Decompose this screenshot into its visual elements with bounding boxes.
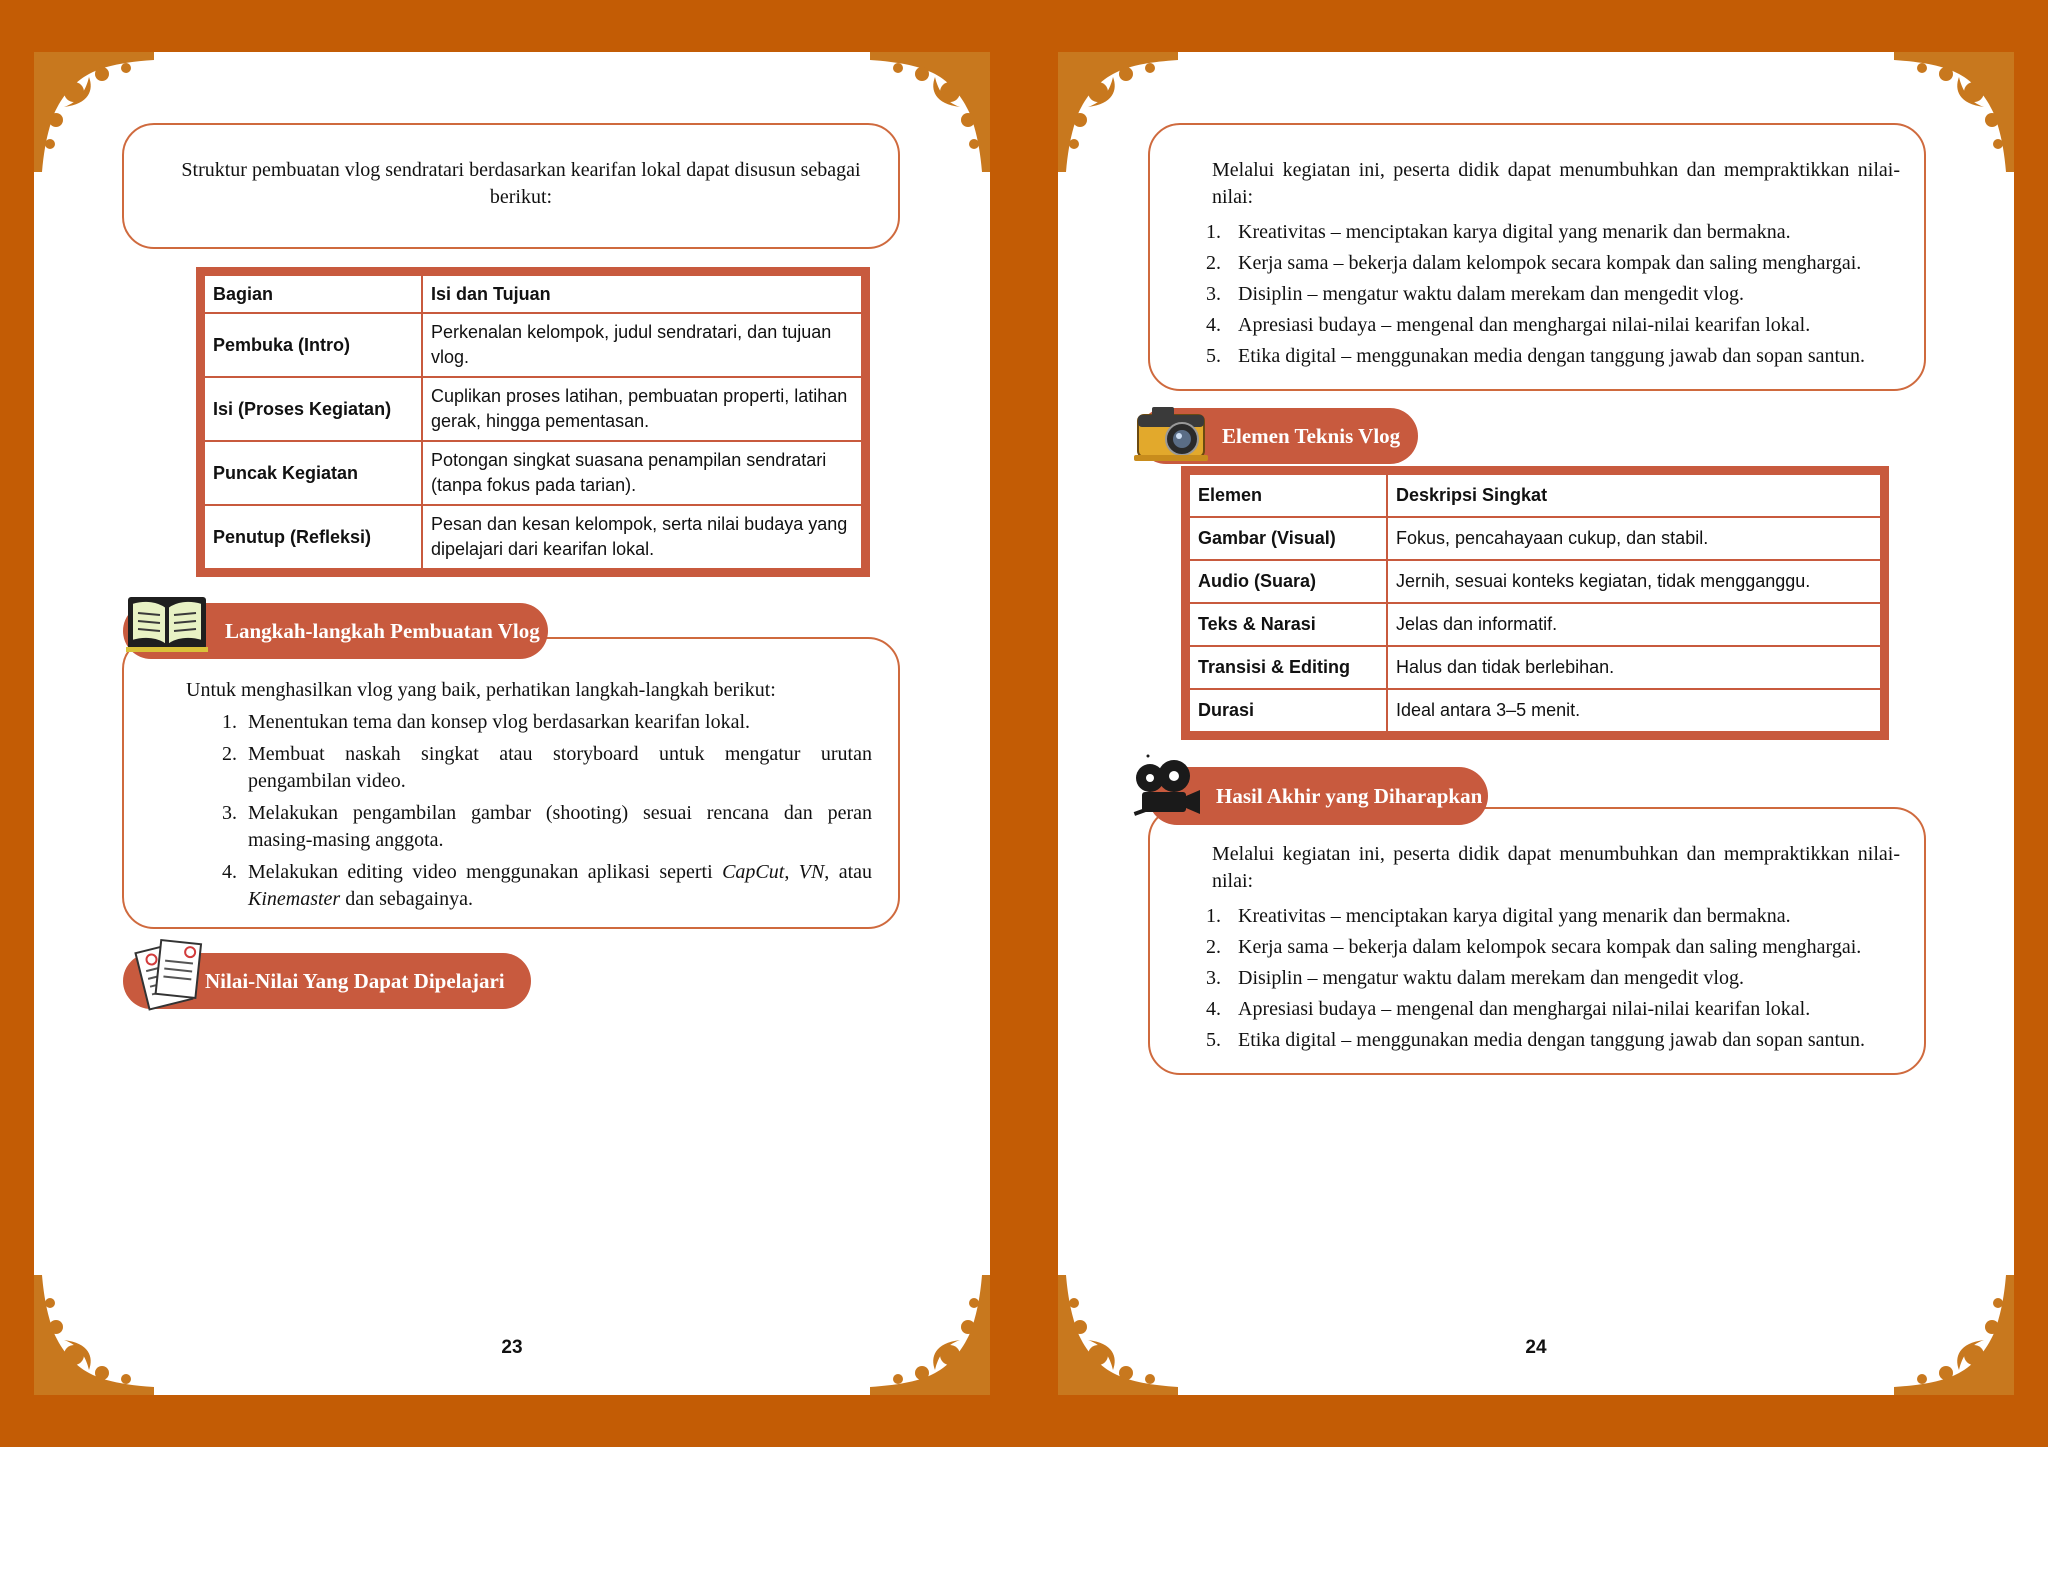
list-text: Disiplin – mengatur waktu dalam merekam dan mengedit vlog.	[1238, 283, 1744, 305]
list-item	[222, 859, 872, 913]
ornament-corner-icon	[870, 1275, 990, 1395]
list-item	[1206, 343, 1900, 370]
steps-box	[122, 637, 900, 929]
list-number: 4.	[222, 861, 237, 883]
table-row	[1189, 560, 1881, 603]
table-cell-label: Penutup (Refleksi)	[204, 505, 422, 569]
list-number: 5.	[1206, 345, 1221, 367]
app-name: CapCut	[722, 861, 785, 883]
list-number: 1.	[1206, 221, 1221, 243]
page-left	[34, 52, 990, 1395]
camera-icon	[1134, 401, 1214, 472]
list-text-part: ,	[784, 861, 799, 883]
values-intro: Melalui kegiatan ini, peserta didik dapat menumbuhkan dan mempraktikkan nilai-nilai:	[1212, 159, 1900, 208]
table-cell-label: Isi (Proses Kegiatan)	[204, 377, 422, 441]
results-box	[1148, 807, 1926, 1075]
results-intro: Melalui kegiatan ini, peserta didik dapat menumbuhkan dan mempraktikkan nilai-nilai:	[1212, 843, 1900, 892]
table-cell-value: Perkenalan kelompok, judul sendratari, dan tujuan vlog.	[422, 313, 862, 377]
list-item	[1206, 903, 1900, 930]
app-name: VN	[798, 861, 825, 883]
list-text: Kerja sama – bekerja dalam kelompok secara kompak dan saling menghargai.	[1238, 936, 1862, 958]
table-cell-value: Ideal antara 3–5 menit.	[1387, 689, 1881, 732]
table-header-row	[204, 275, 862, 313]
table-cell-label: Transisi & Editing	[1189, 646, 1387, 689]
table-row	[204, 377, 862, 441]
table-header-cell: Isi dan Tujuan	[422, 275, 862, 313]
table-cell-value: Potongan singkat suasana penampilan sendratari (tanpa fokus pada tarian).	[422, 441, 862, 505]
list-item	[222, 800, 872, 854]
list-number: 2.	[222, 743, 237, 765]
elements-table	[1188, 473, 1882, 733]
section-title: Langkah-langkah Pembuatan Vlog	[225, 619, 540, 643]
list-item	[1206, 965, 1900, 992]
table-header-cell: Deskripsi Singkat	[1387, 474, 1881, 517]
table-header-cell: Bagian	[204, 275, 422, 313]
section-title: Elemen Teknis Vlog	[1222, 424, 1401, 448]
values-list	[1206, 219, 1900, 370]
list-text: Etika digital – menggunakan media dengan tanggung jawab dan sopan santun.	[1238, 345, 1866, 367]
list-item	[1206, 312, 1900, 339]
table-cell-label: Pembuka (Intro)	[204, 313, 422, 377]
table-row	[1189, 689, 1881, 732]
section-title: Hasil Akhir yang Diharapkan	[1216, 784, 1483, 808]
list-number: 4.	[1206, 998, 1221, 1020]
film-projector-icon	[1130, 752, 1204, 827]
table-row	[1189, 517, 1881, 560]
list-number: 1.	[222, 711, 237, 733]
table-cell-label: Gambar (Visual)	[1189, 517, 1387, 560]
list-text: Membuat naskah singkat atau storyboard untuk mengatur urutan pengambilan video.	[248, 743, 872, 792]
structure-table	[203, 274, 863, 570]
table-row	[204, 441, 862, 505]
page-number: 23	[501, 1337, 523, 1358]
table-row	[1189, 646, 1881, 689]
ornament-corner-icon	[34, 1275, 154, 1395]
list-text: Disiplin – mengatur waktu dalam merekam dan mengedit vlog.	[1238, 967, 1744, 989]
steps-list	[222, 709, 872, 913]
table-cell-value: Cuplikan proses latihan, pembuatan properti, latihan gerak, hingga pementasan.	[422, 377, 862, 441]
table-header-cell: Elemen	[1189, 474, 1387, 517]
ornament-corner-icon	[1058, 1275, 1178, 1395]
list-item	[1206, 934, 1900, 961]
list-text-part: dan sebagainya.	[340, 888, 473, 910]
list-text: Apresiasi budaya – mengenal dan menghargai nilai-nilai kearifan lokal.	[1238, 314, 1811, 336]
table-cell-value: Fokus, pencahayaan cukup, dan stabil.	[1387, 517, 1881, 560]
list-number: 3.	[1206, 283, 1221, 305]
page-number: 24	[1525, 1337, 1547, 1358]
table-row	[204, 505, 862, 569]
steps-intro: Untuk menghasilkan vlog yang baik, perhatikan langkah-langkah berikut:	[186, 679, 776, 701]
list-number: 5.	[1206, 1029, 1221, 1051]
list-number: 3.	[222, 802, 237, 824]
intro-box	[122, 123, 900, 249]
list-number: 2.	[1206, 936, 1221, 958]
list-text-part: , atau	[824, 861, 873, 883]
table-cell-value: Halus dan tidak berlebihan.	[1387, 646, 1881, 689]
list-item	[222, 741, 872, 795]
list-text: Melakukan pengambilan gambar (shooting) sesuai rencana dan peran masing-masing anggota.	[248, 802, 872, 851]
list-text: Kreativitas – menciptakan karya digital yang menarik dan bermakna.	[1238, 905, 1791, 927]
page-right	[1058, 52, 2014, 1395]
list-text: Menentukan tema dan konsep vlog berdasarkan kearifan lokal.	[248, 711, 751, 733]
section-title: Nilai-Nilai Yang Dapat Dipelajari	[205, 969, 505, 993]
list-item	[1206, 996, 1900, 1023]
table-row	[1189, 603, 1881, 646]
table-cell-label: Puncak Kegiatan	[204, 441, 422, 505]
ornament-corner-icon	[1894, 1275, 2014, 1395]
list-text: Kreativitas – menciptakan karya digital yang menarik dan bermakna.	[1238, 221, 1791, 243]
table-cell-value: Jernih, sesuai konteks kegiatan, tidak mengganggu.	[1387, 560, 1881, 603]
list-item	[1206, 219, 1900, 246]
list-number: 1.	[1206, 905, 1221, 927]
intro-text: Struktur pembuatan vlog sendratari berdasarkan kearifan lokal dapat disusun sebagai berikut:	[181, 159, 861, 208]
table-cell-value: Pesan dan kesan kelompok, serta nilai budaya yang dipelajari dari kearifan lokal.	[422, 505, 862, 569]
list-text-part: Melakukan editing video menggunakan aplikasi seperti	[248, 861, 723, 883]
list-number: 2.	[1206, 252, 1221, 274]
table-row	[204, 313, 862, 377]
list-number: 3.	[1206, 967, 1221, 989]
list-item	[222, 709, 872, 736]
table-cell-value: Jelas dan informatif.	[1387, 603, 1881, 646]
table-header-row	[1189, 474, 1881, 517]
list-text: Kerja sama – bekerja dalam kelompok secara kompak dan saling menghargai.	[1238, 252, 1862, 274]
documents-icon	[132, 936, 204, 1021]
table-cell-label: Durasi	[1189, 689, 1387, 732]
list-text	[248, 859, 872, 913]
table-cell-label: Teks & Narasi	[1189, 603, 1387, 646]
list-item	[1206, 281, 1900, 308]
list-number: 4.	[1206, 314, 1221, 336]
list-item	[1206, 1027, 1900, 1054]
app-name: Kinemaster	[248, 888, 341, 910]
list-item	[1206, 250, 1900, 277]
list-text: Etika digital – menggunakan media dengan tanggung jawab dan sopan santun.	[1238, 1029, 1866, 1051]
results-list	[1206, 903, 1900, 1054]
values-box	[1148, 123, 1926, 391]
open-book-icon	[126, 593, 208, 658]
list-text: Apresiasi budaya – mengenal dan menghargai nilai-nilai kearifan lokal.	[1238, 998, 1811, 1020]
table-cell-label: Audio (Suara)	[1189, 560, 1387, 603]
